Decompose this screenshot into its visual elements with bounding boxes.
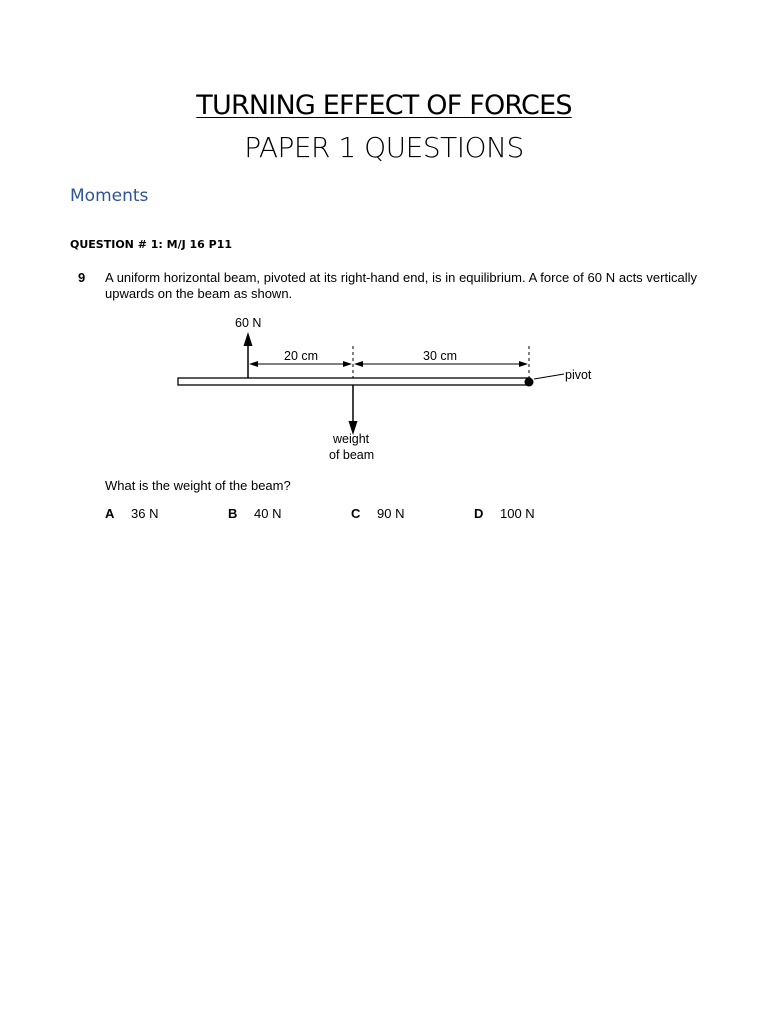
- option-value: 36 N: [131, 506, 159, 521]
- option-value: 90 N: [377, 506, 405, 521]
- answer-option-a[interactable]: [105, 506, 158, 521]
- question-figure: [70, 262, 698, 528]
- upward-force-arrowhead: [244, 332, 253, 346]
- answer-option-c[interactable]: [351, 506, 404, 521]
- option-letter: B: [228, 506, 238, 521]
- dimension-arrowhead: [343, 361, 352, 367]
- answer-option-d[interactable]: [474, 506, 535, 521]
- weight-label: of beam: [329, 448, 375, 462]
- page-title: TURNING EFFECT OF FORCES: [196, 90, 572, 121]
- question-number: 9: [78, 270, 86, 285]
- option-letter: D: [474, 506, 484, 521]
- page-subtitle: PAPER 1 QUESTIONS: [244, 131, 524, 164]
- force-label: 60 N: [235, 316, 262, 330]
- option-letter: A: [105, 506, 115, 521]
- pivot-leader-line: [534, 374, 564, 379]
- dimension-arrowhead: [354, 361, 363, 367]
- pivot-label: pivot: [565, 368, 592, 382]
- question-text: A uniform horizontal beam, pivoted at its right-hand end, is in equilibrium. A force of 60 N acts vertically upwards on the beam as shown.: [105, 270, 697, 301]
- option-value: 40 N: [254, 506, 282, 521]
- distance-label-20cm: 20 cm: [284, 349, 319, 363]
- beam: [178, 378, 530, 385]
- dimension-arrowhead: [519, 361, 528, 367]
- answer-option-b[interactable]: [228, 506, 281, 521]
- pivot-point: [525, 378, 534, 387]
- section-heading: Moments: [70, 186, 149, 206]
- question-reference: QUESTION # 1: M/J 16 P11: [70, 238, 233, 251]
- option-letter: C: [351, 506, 361, 521]
- distance-label-30cm: 30 cm: [423, 349, 458, 363]
- option-value: 100 N: [500, 506, 535, 521]
- weight-label: weight: [333, 432, 370, 446]
- dimension-arrowhead: [249, 361, 258, 367]
- question-prompt: What is the weight of the beam?: [105, 478, 291, 493]
